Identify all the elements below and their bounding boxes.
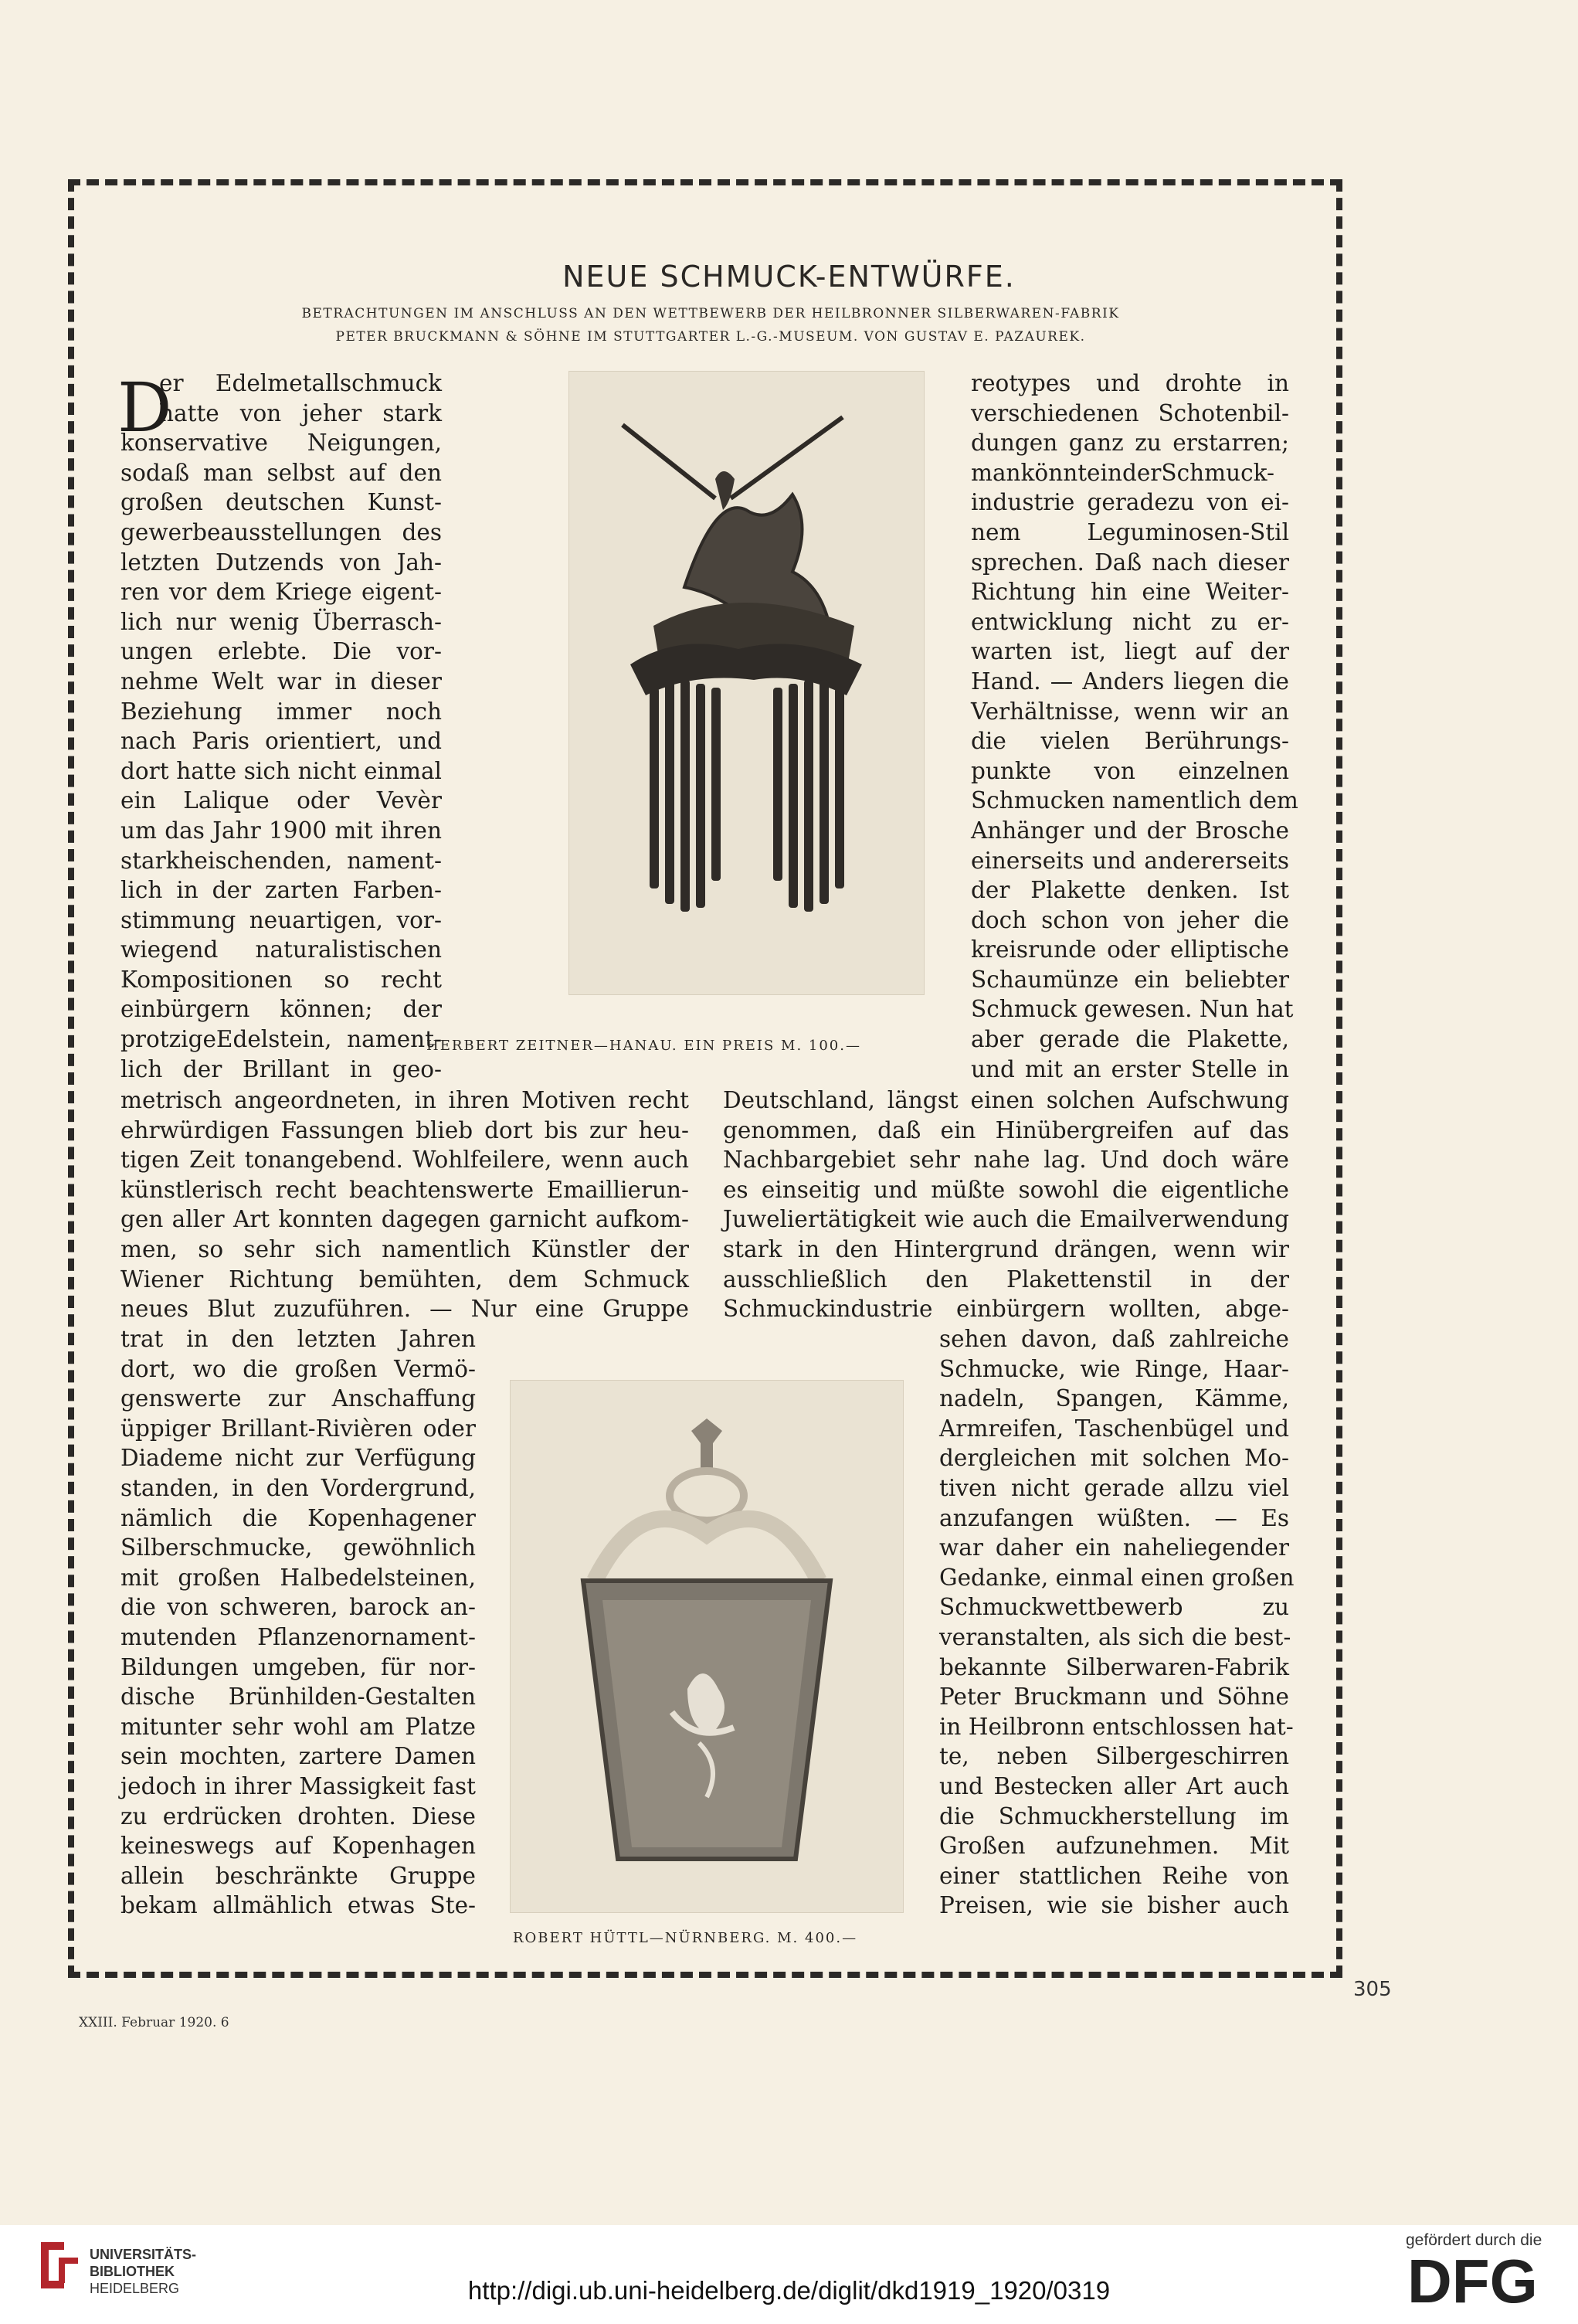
dfg-logo-icon — [1407, 2250, 1554, 2315]
text-line: Juweliertätigkeit wie auch die Emailverwendung — [723, 1206, 1289, 1233]
text-line: nach Paris orientiert, und — [120, 728, 442, 755]
article-subtitle-line1: BETRACHTUNGEN IM ANSCHLUSS AN DEN WETTBEWERB DER HEILBRONNER SILBERWAREN-FABRIK — [301, 306, 1120, 321]
text-line: veranstalten, als sich die best- — [939, 1623, 1291, 1650]
text-line: Silberschmucke, gewöhnlich — [120, 1534, 476, 1561]
text-line: dort hatte sich nicht einmal — [120, 757, 442, 784]
text-line: men, so sehr sich namentlich Künstler der — [120, 1235, 689, 1262]
text-line: doch schon von jeher die — [971, 906, 1289, 933]
text-line: neues Blut zuzuführen. — Nur eine Gruppe — [120, 1296, 689, 1323]
text-line: um das Jahr 1900 mit ihren — [120, 817, 442, 844]
text-line: mankönnteinderSchmuck- — [971, 459, 1274, 486]
text-line: Diademe nicht zur Verfügung — [120, 1445, 476, 1472]
text-line: sein mochten, zartere Damen — [120, 1743, 476, 1770]
text-line: tigen Zeit tonangebend. Wohlfeilere, wenn auch — [120, 1147, 689, 1174]
text-line: mitunter sehr wohl am Platze — [120, 1713, 476, 1740]
university-line3: HEIDELBERG — [90, 2281, 180, 2296]
text-line: genswerte zur Anschaffung — [120, 1385, 476, 1412]
text-line: Preisen, wie sie bisher auch — [939, 1892, 1289, 1919]
text-line: ren vor dem Kriege eigent- — [120, 579, 442, 606]
text-line: er Edelmetallschmuck — [159, 370, 442, 396]
text-line: jedoch in ihrer Massigkeit fast — [120, 1772, 476, 1799]
text-line: nadeln, Spangen, Kämme, — [939, 1385, 1289, 1412]
page-number: 305 — [1353, 1978, 1392, 2001]
text-line: Verhältnisse, wenn wir an — [971, 698, 1289, 725]
text-line: die von schweren, barock an- — [120, 1594, 476, 1621]
text-line: stimmung neuartigen, vor- — [120, 906, 442, 933]
dfg-logo-text: DFG — [1407, 2250, 1538, 2312]
text-line: in Heilbronn entschlossen hat- — [939, 1713, 1294, 1740]
text-line: mutenden Pflanzenornament- — [120, 1623, 476, 1650]
text-line: Deutschland, längst einen solchen Aufschwung — [723, 1087, 1289, 1113]
text-line: Peter Bruckmann und Söhne — [939, 1684, 1289, 1711]
text-line: wiegend naturalistischen — [120, 936, 442, 963]
figure-1-caption: HERBERT ZEITNER—HANAU. EIN PREIS M. 100.— — [426, 1038, 861, 1054]
text-line: dungen ganz zu erstarren; — [971, 430, 1289, 457]
text-line: gen aller Art konnten dagegen garnicht aufkom- — [120, 1206, 689, 1233]
text-line: einer stattlichen Reihe von — [939, 1862, 1289, 1889]
column-left-middle — [120, 1086, 689, 1324]
text-line: bekam allmählich etwas Ste- — [120, 1892, 476, 1919]
university-line1: UNIVERSITÄTS- — [90, 2247, 197, 2262]
text-line: zu erdrücken drohten. Diese — [120, 1802, 476, 1830]
text-line: und Bestecken aller Art auch — [939, 1772, 1289, 1799]
figure-1-plate — [568, 371, 925, 995]
text-line: anzufangen wüßten. — Es — [939, 1504, 1289, 1531]
column-left-top — [120, 369, 442, 1084]
text-line: künstlerisch recht beachtenswerte Emaillierun- — [120, 1176, 689, 1203]
text-line: Schmucken namentlich dem — [971, 787, 1298, 814]
text-line: die vielen Berührungs- — [971, 728, 1289, 755]
article-title: NEUE SCHMUCK-ENTWÜRFE. — [562, 260, 1016, 294]
figure-2-plate — [510, 1380, 904, 1913]
text-line: tiven nicht gerade allzu viel — [939, 1474, 1289, 1501]
text-line: nämlich die Kopenhagener — [120, 1504, 476, 1531]
text-line: standen, in den Vordergrund, — [120, 1474, 476, 1501]
text-line: sprechen. Daß nach dieser — [971, 549, 1289, 576]
text-line: sehen davon, daß zahlreiche — [939, 1326, 1289, 1352]
text-line: der Plakette denken. Ist — [971, 877, 1289, 904]
text-line: protzigeEdelstein, nament- — [120, 1026, 442, 1053]
text-line: Schmucke, wie Ringe, Haar- — [939, 1355, 1289, 1382]
column-right-middle — [723, 1086, 1289, 1324]
text-line: letzten Dutzends von Jah- — [120, 549, 442, 576]
text-line: konservative Neigungen, — [120, 430, 442, 457]
text-line: keineswegs auf Kopenhagen — [120, 1833, 476, 1860]
text-line: allein beschränkte Gruppe — [120, 1862, 476, 1889]
text-line: großen deutschen Kunst- — [120, 489, 442, 516]
text-line: nehme Welt war in dieser — [120, 668, 442, 695]
text-line: Nachbargebiet sehr nahe lag. Und doch wäre — [723, 1147, 1289, 1174]
text-line: verschiedenen Schotenbil- — [971, 399, 1289, 426]
text-line: die Schmuckherstellung im — [939, 1802, 1289, 1830]
text-line: Wiener Richtung bemühten, dem Schmuck — [120, 1266, 689, 1293]
source-url[interactable]: http://digi.ub.uni-heidelberg.de/diglit/dkd1919_1920/0319 — [467, 2276, 1111, 2305]
text-line: Armreifen, Taschenbügel und — [939, 1415, 1289, 1442]
text-line: Kompositionen so recht — [120, 966, 442, 993]
figure-2-caption: ROBERT HÜTTL—NÜRNBERG. M. 400.— — [513, 1930, 858, 1946]
text-line: war daher ein naheliegender — [939, 1534, 1289, 1561]
text-line: genommen, daß ein Hinübergreifen auf das — [723, 1116, 1289, 1143]
text-line: Großen aufzunehmen. Mit — [939, 1833, 1289, 1860]
column-left-bottom — [120, 1324, 476, 1921]
text-line: punkte von einzelnen — [971, 757, 1289, 784]
text-line: dergleichen mit solchen Mo- — [939, 1445, 1289, 1472]
text-line: ungen erlebte. Die vor- — [120, 638, 442, 665]
text-line: Schaumünze ein beliebter — [971, 966, 1289, 993]
text-line: kreisrunde oder elliptische — [971, 936, 1289, 963]
text-line: ein Lalique oder Vevèr — [120, 787, 442, 814]
text-line: Richtung hin eine Weiter- — [971, 579, 1289, 606]
text-line: metrisch angeordneten, in ihren Motiven recht — [120, 1087, 689, 1113]
text-line: reotypes und drohte in — [971, 370, 1289, 396]
text-line: lich der Brillant in geo- — [120, 1055, 442, 1082]
issue-line: XXIII. Februar 1920. 6 — [79, 2015, 229, 2030]
text-line: bekannte Silberwaren-Fabrik — [939, 1653, 1289, 1680]
text-line: lich in der zarten Farben- — [120, 877, 442, 904]
text-line: lich nur wenig Überrasch- — [120, 608, 442, 635]
text-line: sodaß man selbst auf den — [120, 459, 442, 486]
drop-cap: D — [117, 368, 172, 447]
column-right-top — [971, 369, 1298, 1084]
university-line2: BIBLIOTHEK — [90, 2264, 175, 2279]
pendant-illustration-2 — [510, 1380, 904, 1913]
text-line: dische Brünhilden-Gestalten — [120, 1684, 476, 1711]
text-line: Schmuck gewesen. Nun hat — [971, 996, 1294, 1023]
text-line: Bildungen umgeben, für nor- — [120, 1653, 476, 1680]
text-line: dort, wo die großen Vermö- — [120, 1355, 476, 1382]
text-line: und mit an erster Stelle in — [971, 1055, 1289, 1082]
column-right-bottom — [939, 1324, 1295, 1921]
text-line: einbürgern können; der — [120, 996, 442, 1023]
text-line: Hand. — Anders liegen die — [971, 668, 1289, 695]
text-line: Anhänger und der Brosche — [971, 817, 1289, 844]
text-line: einerseits und andererseits — [971, 847, 1289, 874]
text-line: mit großen Halbedelsteinen, — [120, 1564, 476, 1591]
text-line: nem Leguminosen-Stil — [971, 518, 1289, 545]
text-line: entwicklung nicht zu er- — [971, 608, 1289, 635]
text-line: ehrwürdigen Fassungen blieb dort bis zur heu- — [120, 1116, 689, 1143]
text-line: trat in den letzten Jahren — [120, 1326, 476, 1352]
text-line: gewerbeausstellungen des — [120, 518, 442, 545]
text-line: Schmuckindustrie einbürgern wollten, abge- — [723, 1296, 1289, 1323]
text-line: Schmuckwettbewerb zu — [939, 1594, 1289, 1621]
text-line: aber gerade die Plakette, — [971, 1026, 1289, 1053]
text-line: üppiger Brillant-Rivièren oder — [120, 1415, 476, 1442]
article-subtitle-line2: PETER BRUCKMANN & SÖHNE IM STUTTGARTER L.-G.-MUSEUM. VON GUSTAV E. PAZAUREK. — [335, 329, 1086, 345]
text-line: Beziehung immer noch — [120, 698, 442, 725]
text-line: es einseitig und müßte sowohl die eigentliche — [723, 1176, 1289, 1203]
text-line: hatte von jeher stark — [159, 399, 442, 426]
text-line: ausschließlich den Plakettenstil in der — [723, 1266, 1289, 1293]
text-line: starkheischenden, nament- — [120, 847, 442, 874]
text-line: Gedanke, einmal einen großen — [939, 1564, 1295, 1591]
text-line: stark in den Hintergrund drängen, wenn wir — [723, 1235, 1289, 1262]
text-line: warten ist, liegt auf der — [971, 638, 1289, 665]
text-line: industrie geradezu von ei- — [971, 489, 1289, 516]
pendant-illustration-1 — [568, 371, 925, 995]
funded-by-label: gefördert durch die — [1406, 2231, 1542, 2249]
text-line: te, neben Silbergeschirren — [939, 1743, 1289, 1770]
